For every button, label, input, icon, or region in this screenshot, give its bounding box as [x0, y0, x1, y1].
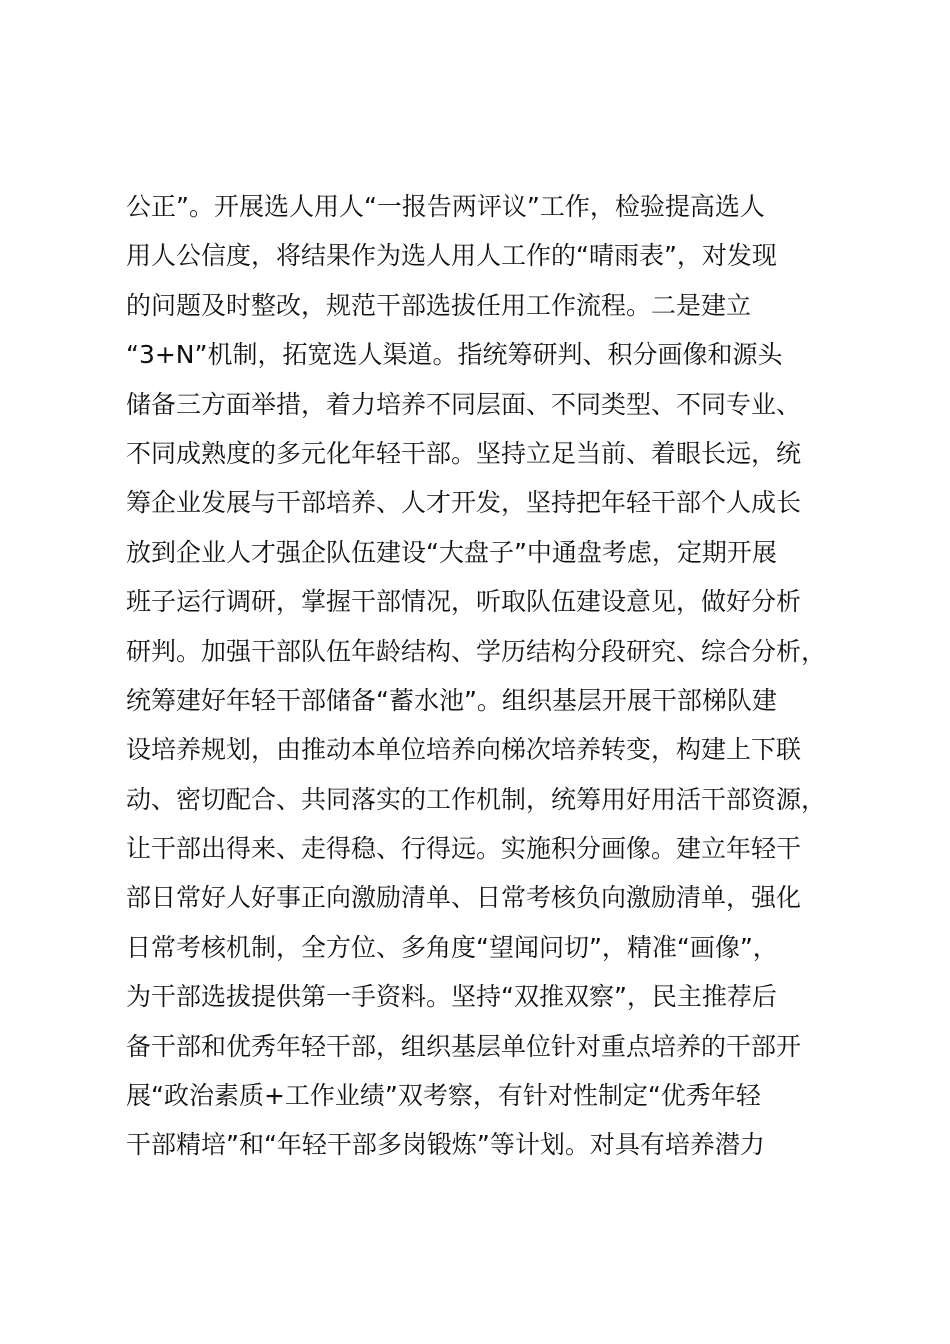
text-line: 备干部和优秀年轻干部，组织基层单位针对重点培养的干部开: [126, 1031, 802, 1061]
text-line: 放到企业人才强企队伍建设“大盘子”中通盘考虑，定期开展: [126, 537, 777, 567]
text-line: 储备三方面举措，着力培养不同层面、不同类型、不同专业、: [126, 389, 802, 419]
text-line: 班子运行调研，掌握干部情况，听取队伍建设意见，做好分析: [126, 587, 802, 617]
text-line: 日常考核机制，全方位、多角度“望闻问切”，精准“画像”，: [126, 932, 778, 962]
text-line: 设培养规划，由推动本单位培养向梯次培养转变，构建上下联: [126, 735, 802, 765]
text-line: 不同成熟度的多元化年轻干部。坚持立足当前、着眼长远，统: [126, 438, 802, 468]
text-line: 干部精培”和“年轻干部多岗锻炼”等计划。对具有培养潜力: [126, 1130, 765, 1160]
text-line: 展“政治素质+工作业绩”双考察，有针对性制定“优秀年轻: [126, 1081, 761, 1111]
text-line: 让干部出得来、走得稳、行得远。实施积分画像。建立年轻干: [126, 834, 802, 864]
text-line: 的问题及时整改，规范干部选拔任用工作流程。二是建立: [126, 290, 752, 320]
text-line: “3+N”机制，拓宽选人渠道。指统筹研判、积分画像和源头: [126, 340, 783, 370]
text-line: 部日常好人好事正向激励清单、日常考核负向激励清单，强化: [126, 883, 802, 913]
text-line: 公正”。开展选人用人“一报告两评议”工作，检验提高选人: [126, 192, 765, 221]
text-line: 为干部选拔提供第一手资料。坚持“双推双察”，民主推荐后: [126, 982, 777, 1012]
text-line: 研判。加强干部队伍年龄结构、学历结构分段研究、综合分析，: [126, 636, 827, 666]
text-line: 动、密切配合、共同落实的工作机制，统筹用好用活干部资源，: [126, 784, 827, 814]
text-line: 用人公信度，将结果作为选人用人工作的“晴雨表”，对发现: [126, 241, 777, 271]
text-line: 筹企业发展与干部培养、人才开发，坚持把年轻干部个人成长: [126, 488, 802, 518]
text-line: 统筹建好年轻干部储备“蓄水池”。组织基层开展干部梯队建: [126, 685, 777, 715]
body-paragraph: [126, 182, 846, 1170]
